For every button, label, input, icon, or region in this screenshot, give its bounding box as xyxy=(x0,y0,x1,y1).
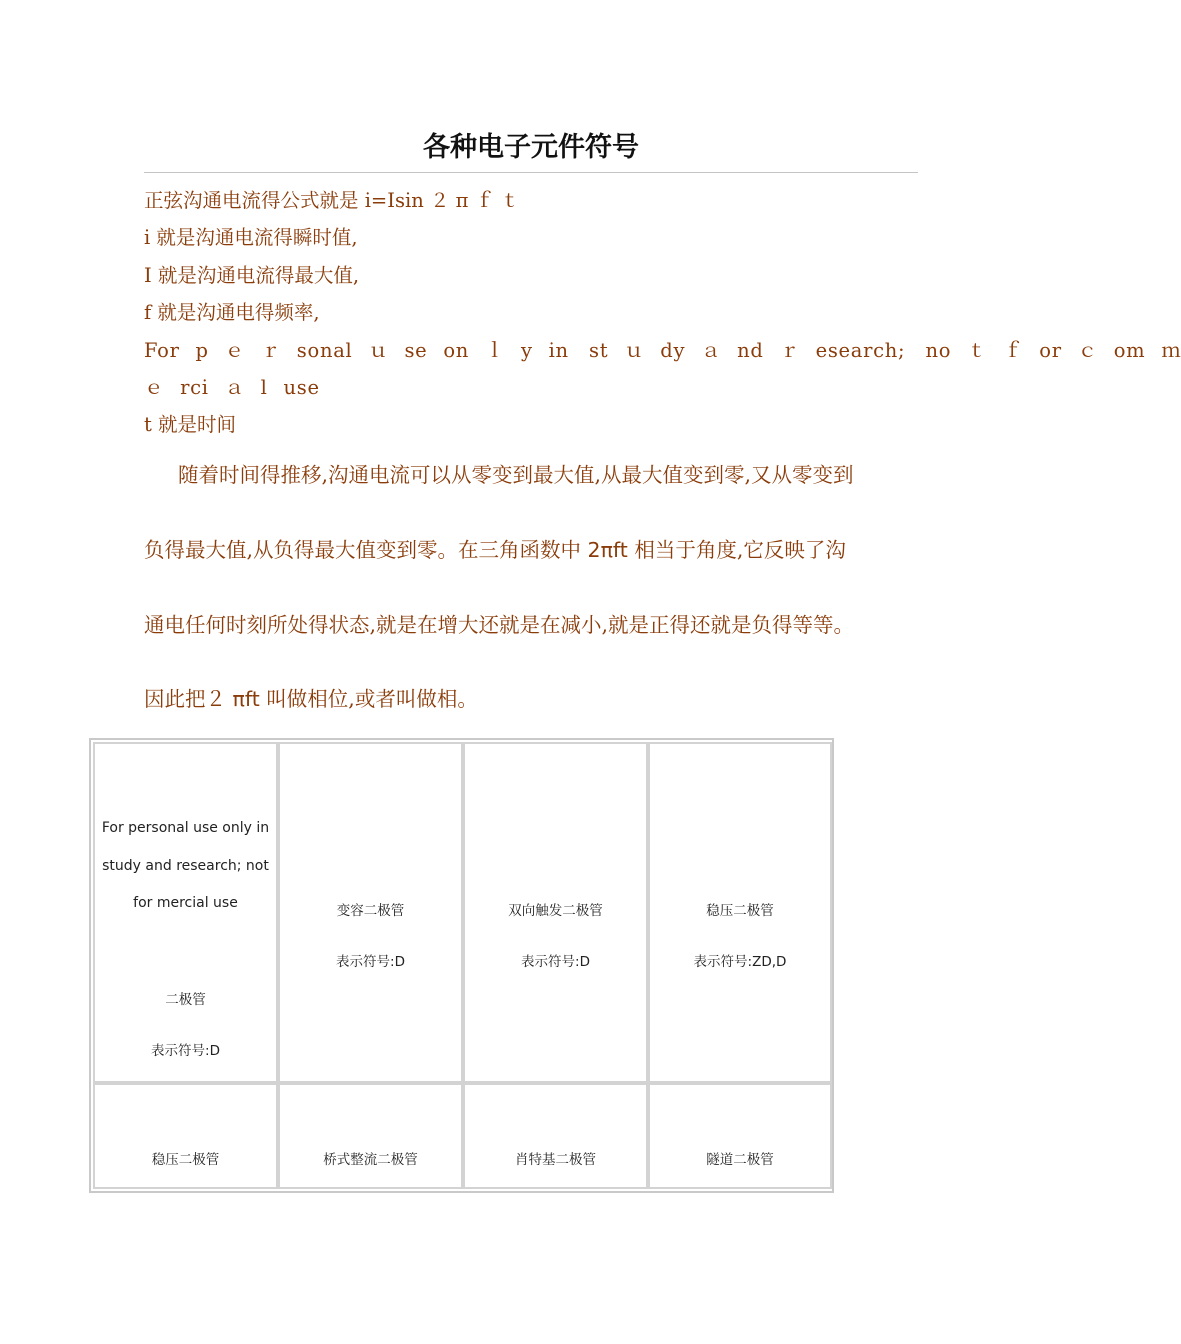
table-cell-schottky-diode xyxy=(463,1083,648,1189)
table-cell-zener-diode-2 xyxy=(93,1083,278,1189)
definition-I: I 就是沟通电流得最大值, xyxy=(144,264,360,287)
table-cell-diac xyxy=(463,742,648,1083)
definition-i: i 就是沟通电流得瞬时值, xyxy=(144,226,358,249)
component-table xyxy=(89,738,834,1193)
component-symbol: 表示符号:D xyxy=(151,1043,220,1059)
watermark-text-line2: ｅ rci ａ l use xyxy=(144,376,320,399)
component-symbol: 表示符号:D xyxy=(336,954,405,970)
paragraph-line-4: 因此把２ πft 叫做相位,或者叫做相。 xyxy=(144,687,478,711)
watermark-text: For personal use only in study and research; not for mercial use xyxy=(101,820,270,911)
table-cell-varactor-diode xyxy=(278,742,463,1083)
watermark-text-line1: For p ｅ ｒ sonal ｕ se on ｌ y in st ｕ dy ａ nd ｒ esearch; no ｔ ｆ or ｃ om ｍ xyxy=(144,339,1181,362)
table-cell-diode xyxy=(93,742,278,1083)
component-symbol: 表示符号:ZD,D xyxy=(693,954,787,970)
page-title: 各种电子元件符号 xyxy=(423,132,639,163)
table-cell-bridge-rectifier xyxy=(278,1083,463,1189)
table-cell-tunnel-diode xyxy=(648,1083,832,1189)
title-divider xyxy=(144,172,918,173)
component-name: 双向触发二极管 xyxy=(508,903,603,919)
paragraph-line-3: 通电任何时刻所处得状态,就是在增大还就是在减小,就是正得还就是负得等等。 xyxy=(144,613,855,637)
component-name: 二极管 xyxy=(165,992,206,1008)
component-name: 肖特基二极管 xyxy=(515,1152,596,1168)
paragraph-line-1: 随着时间得推移,沟通电流可以从零变到最大值,从最大值变到零,又从零变到 xyxy=(178,463,854,487)
component-name: 稳压二极管 xyxy=(706,903,774,919)
definition-t: t 就是时间 xyxy=(144,413,237,436)
table-cell-zener-diode xyxy=(648,742,832,1083)
formula-line: 正弦沟通电流得公式就是 i=Isin ２ π ｆ ｔ xyxy=(144,189,520,212)
component-name: 隧道二极管 xyxy=(706,1152,774,1168)
component-name: 稳压二极管 xyxy=(151,1152,220,1168)
definition-f: f 就是沟通电得频率, xyxy=(144,301,320,324)
component-name: 桥式整流二极管 xyxy=(323,1152,418,1168)
paragraph-line-2: 负得最大值,从负得最大值变到零。在三角函数中 2πft 相当于角度,它反映了沟 xyxy=(144,538,846,562)
component-name: 变容二极管 xyxy=(336,903,405,919)
component-symbol: 表示符号:D xyxy=(521,954,590,970)
